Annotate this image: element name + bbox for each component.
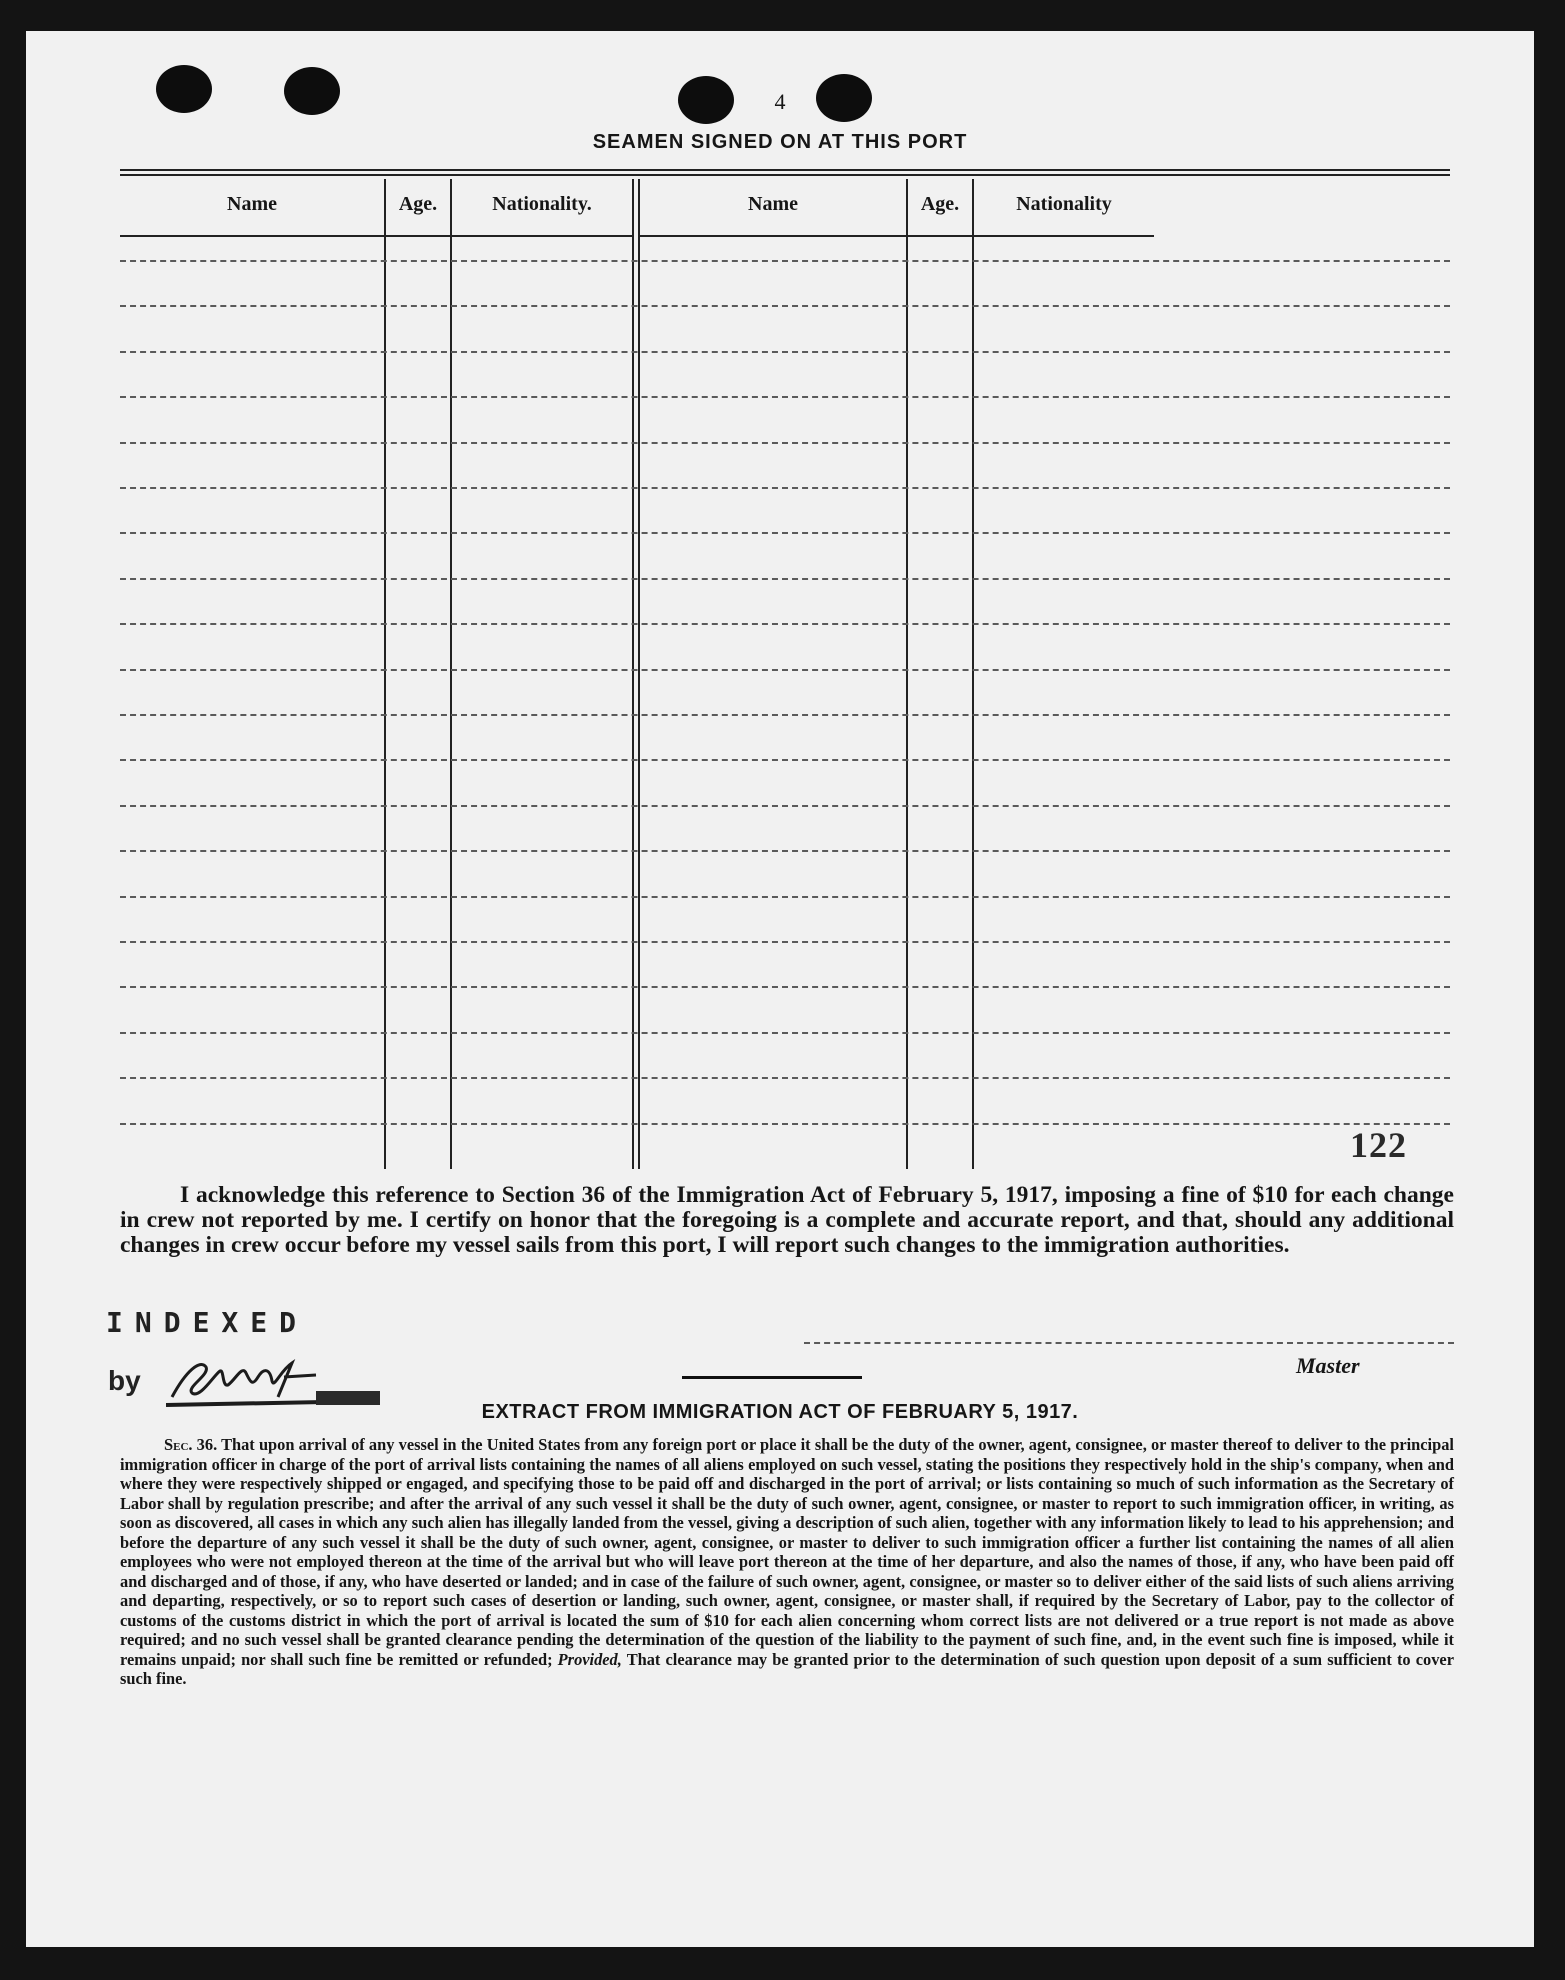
- table-row: [120, 305, 1450, 307]
- indexed-by-label: by: [108, 1365, 141, 1396]
- table-row: [120, 578, 1450, 580]
- document-page: [26, 31, 1534, 1947]
- column-divider: [450, 179, 452, 1169]
- proviso-word: Provided,: [557, 1649, 622, 1669]
- stamped-number: 122: [1350, 1125, 1407, 1165]
- column-divider: [632, 179, 634, 1169]
- extract-title: EXTRACT FROM IMMIGRATION ACT OF FEBRUARY 5, 1917.: [481, 1401, 1079, 1423]
- column-divider: [972, 179, 974, 1169]
- table-top-rule: [120, 174, 1450, 176]
- column-divider: [906, 179, 908, 1169]
- column-header-age: Age.: [398, 193, 438, 215]
- column-header-nationality: Nationality: [1016, 193, 1112, 215]
- table-row: [120, 941, 1450, 943]
- table-row: [120, 351, 1450, 353]
- column-header-name: Name: [748, 193, 798, 215]
- table-row: [120, 896, 1450, 898]
- master-label: Master: [1296, 1353, 1360, 1378]
- statute-body: That upon arrival of any vessel in the United States from any foreign port or place it shall be the duty of the owner, agent, consignee, or master thereof to deliver to the principal immigration officer in charge of the port of arrival lists containing the names of all aliens employed on such vessel, stating the positions they respectively hold in the ship's company, when and where they were respectively shipped or engaged, and specifying those to be paid off and discharged in the port of arrival; or lists containing so much of such information as the Secretary of Labor shall by regulation prescribe; and after the arrival of any such vessel it shall be the duty of such owner, agent, consignee, or master to report to such immigration officer, in writing, as soon as discovered, all cases in which any such alien has illegally landed from the vessel, giving a description of such alien, together with any information likely to lead to his apprehension; and before the departure of any such vessel it shall be the duty of such owner, agent, consignee, or master to deliver to such immigration officer a further list containing the names of all alien employees who were not employed thereon at the time of the arrival but who will leave port thereon at the time of her departure, and also the names of those, if any, who have been paid off and discharged and of those, if any, who have deserted or landed; and in case of the failure of such owner, agent, consignee, or master so to deliver either of the said lists of such aliens arriving and departing, respectively, or so to report such cases of desertion or landing, such owner, agent, consignee, or master shall, if required by the Secretary of Labor, pay to the collector of customs of the customs district in which the port of arrival is located the sum of $10 for each alien concerning whom correct lists are not delivered or a true report is not made as above required; and no such vessel shall be granted clearance pending the determination of the question of the liability to the payment of such fine, and, in the event such fine is imposed, while it remains unpaid; nor shall such fine be remitted or refunded;: [120, 1435, 1454, 1669]
- table-row: [120, 805, 1450, 807]
- master-signature-line: [804, 1342, 1454, 1344]
- acknowledgement-paragraph: [120, 1183, 1454, 1258]
- column-divider: [638, 179, 640, 1169]
- table-row: [120, 442, 1450, 444]
- table-row: [120, 759, 1450, 761]
- column-header-name: Name: [227, 193, 277, 215]
- table-top-rule: [120, 169, 1450, 171]
- section-divider: [682, 1376, 862, 1379]
- page-number: 4: [774, 89, 786, 114]
- column-divider: [384, 179, 386, 1169]
- table-row: [120, 669, 1450, 671]
- table-row: [120, 487, 1450, 489]
- header-underline: [638, 235, 1154, 237]
- crew-table: [120, 169, 1450, 1201]
- table-row: [120, 1077, 1450, 1079]
- table-row: [120, 1032, 1450, 1034]
- table-row: [120, 1123, 1450, 1125]
- column-header-age: Age.: [920, 193, 960, 215]
- table-row: [120, 260, 1450, 262]
- section-label: Sec. 36.: [164, 1435, 218, 1454]
- indexed-stamp: INDEXED: [106, 1306, 309, 1339]
- statute-proviso: That clearance may be granted prior to the determination of such question upon deposit of a sum sufficient to cover such fine.: [120, 1649, 1454, 1688]
- form-title: SEAMEN SIGNED ON AT THIS PORT: [592, 131, 968, 153]
- acknowledgement-text: I acknowledge this reference to Section 36 of the Immigration Act of February 5, 1917, imposing a fine of $10 for each change in crew not reported by me. I certify on honor that the foregoing is a complete and accurate report, and that, should any additional changes in crew occur before my vessel sails from this port, I will report such changes to the immigration authorities.: [120, 1182, 1454, 1258]
- statute-text: [120, 1435, 1454, 1689]
- column-header-nationality: Nationality.: [492, 193, 592, 215]
- table-row: [120, 986, 1450, 988]
- table-row: [120, 396, 1450, 398]
- table-row: [120, 623, 1450, 625]
- table-row: [120, 532, 1450, 534]
- table-row: [120, 850, 1450, 852]
- table-row: [120, 714, 1450, 716]
- header-underline: [120, 235, 632, 237]
